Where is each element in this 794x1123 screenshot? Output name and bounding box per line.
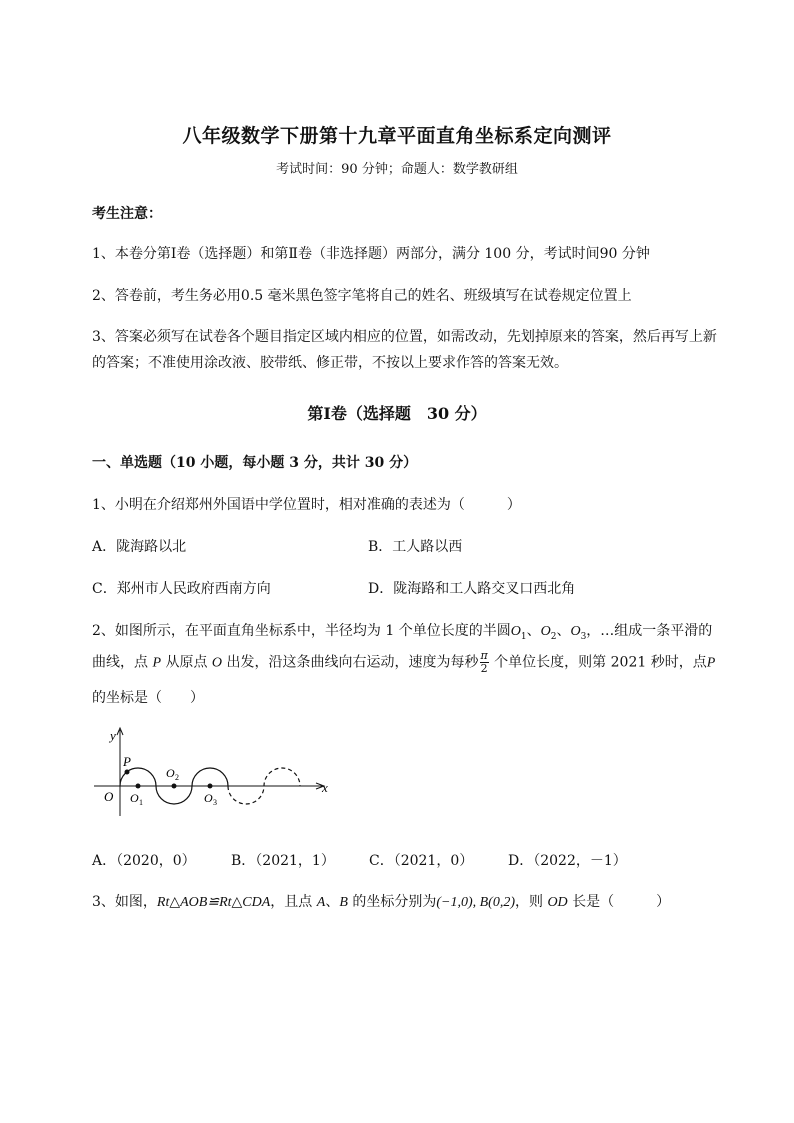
semicircle-curve-figure (90, 722, 340, 822)
point-o2-label: O (166, 766, 175, 780)
question-2-line-3: 的坐标是（ ） (92, 690, 204, 706)
point-o3-subscript: 3 (213, 798, 217, 807)
question-2-text: 曲线，点 (92, 654, 153, 671)
question-3-stem (92, 891, 670, 911)
congruence-statement: Rt△AOB≌Rt△CDA (156, 895, 271, 910)
question-2-text: ，…组成一条平滑的 (586, 623, 713, 639)
fraction-numerator: π (480, 649, 488, 662)
separator: 、 (526, 623, 541, 639)
o-letter: O (540, 624, 551, 639)
question-2-text: 2、如图所示，在平面直角坐标系中，半径均为 1 个单位长度的半圆 (92, 623, 511, 639)
separator: 、 (556, 623, 571, 639)
fraction-denominator: 2 (480, 662, 488, 675)
notice-item-2: 2、答卷前，考生务必用0.5 毫米黑色签字笔将自己的姓名、班级填写在试卷规定位置上 (92, 288, 632, 304)
question-2-option-a: A．（2020，0） (92, 853, 196, 869)
question-2-line-1 (92, 620, 712, 642)
separator: 、 (325, 894, 340, 910)
point-p (125, 770, 130, 775)
point-o2-subscript: 2 (175, 773, 179, 782)
y-axis-label: y (110, 728, 116, 743)
o-letter: O (570, 624, 581, 639)
question-2-option-c: C．（2021，0） (369, 853, 474, 869)
question-2-option-b: B．（2021，1） (231, 853, 335, 869)
point-o3 (208, 784, 213, 789)
point-o1-label: O (130, 791, 139, 805)
notice-heading: 考生注意： (92, 206, 162, 222)
origin-label: O (104, 789, 114, 804)
subscript: 2 (550, 631, 557, 642)
question-1-option-c: C．郑州市人民政府西南方向 (92, 581, 271, 597)
question-1-option-b: B．工人路以西 (368, 539, 463, 555)
question-1-stem: 1、小明在介绍郑州外国语中学位置时，相对准确的表述为（ ） (92, 497, 521, 513)
p-letter: P (706, 655, 716, 671)
o-letter: O (211, 655, 223, 671)
o-letter: O (510, 624, 521, 639)
point-o1 (136, 784, 141, 789)
point-p-label: P (123, 754, 131, 769)
a-letter: A (316, 895, 326, 910)
p-letter: P (152, 655, 162, 671)
part-heading: 一、单选题（10 小题，每小题 3 分，共计 30 分） (92, 455, 418, 471)
pi-over-two-fraction (480, 650, 489, 675)
point-o3-label: O (204, 791, 213, 805)
question-3-text: 3、如图， (92, 894, 157, 910)
question-3-text: ，且点 (270, 894, 317, 910)
question-3-text: 的坐标分别为 (347, 894, 437, 910)
notice-item-3-line-2: 的答案；不准使用涂改液、胶带纸、修正带，不按以上要求作答的答案无效。 (92, 355, 568, 371)
coordinates: (−1,0), B(0,2) (436, 895, 515, 910)
b-letter: B (339, 895, 348, 910)
notice-item-1: 1、本卷分第Ⅰ卷（选择题）和第Ⅱ卷（非选择题）两部分，满分 100 分，考试时间90 分钟 (92, 246, 650, 262)
question-2-text: 从原点 (161, 654, 212, 671)
x-axis-label: x (322, 780, 328, 795)
subscript: 1 (520, 631, 527, 642)
question-1-option-d: D．陇海路和工人路交叉口西北角 (368, 581, 576, 597)
question-2-option-d: D．（2022，－1） (508, 853, 627, 869)
point-o2 (172, 784, 177, 789)
point-o1-subscript: 1 (139, 798, 143, 807)
subscript: 3 (580, 631, 587, 642)
question-2-line-2 (92, 650, 715, 675)
question-2-text: 个单位长度，则第 2021 秒时，点 (489, 654, 707, 671)
question-3-text: 长是（ ） (567, 894, 671, 910)
question-2-text: 出发，沿这条曲线向右运动，速度为每秒 (222, 654, 479, 671)
od-segment: OD (547, 895, 568, 910)
section-title: 第Ⅰ卷（选择题 30 分） (307, 404, 487, 423)
notice-item-3-line-1: 3、答案必须写在试卷各个题目指定区域内相应的位置，如需改动，先划掉原来的答案，然后再写上新 (92, 329, 717, 345)
exam-info: 考试时间：90 分钟；命题人：数学教研组 (276, 162, 518, 177)
question-3-text: ，则 (514, 894, 548, 910)
question-1-option-a: A．陇海路以北 (92, 539, 187, 555)
page-title: 八年级数学下册第十九章平面直角坐标系定向测评 (182, 125, 612, 147)
